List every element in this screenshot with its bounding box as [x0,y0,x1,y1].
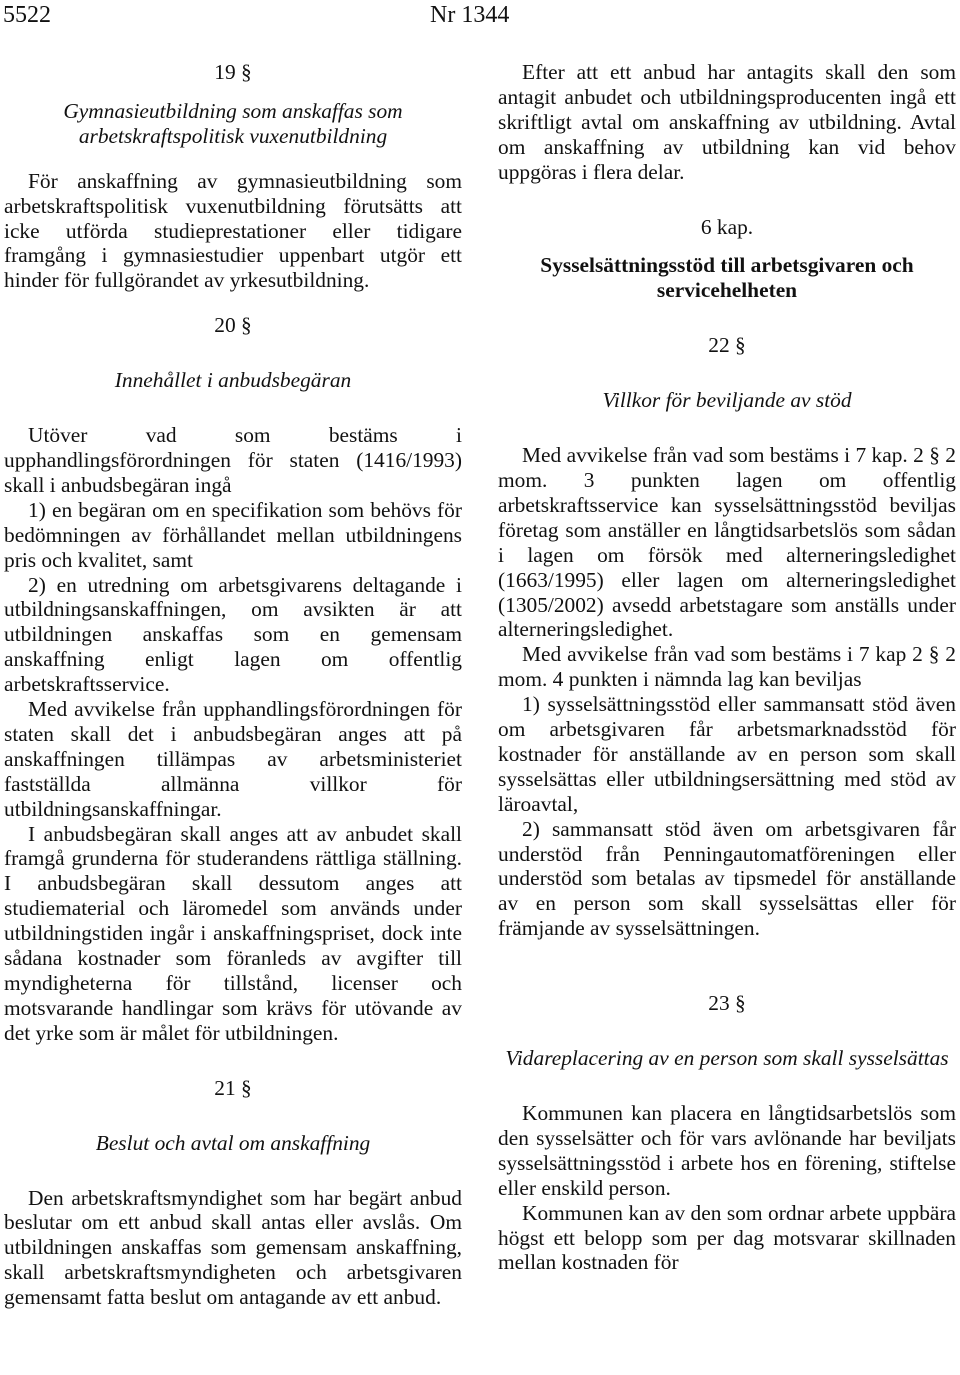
section-21-paragraph-1: Den arbetskraftsmyndighet som har begärt anbud beslutar om ett anbud skall antas eller avslås. Om utbildningen anskaffas som gemensam anskaffning, skall arbetskraftsmyndigheten och arbetsgivaren gemensamt fatta beslut om antagande av ett anbud. [4,1185,462,1310]
section-20-paragraph-1: Utöver vad som bestäms i upphandlingsförordningen för staten (1416/1993) skall i anbudsbegäran ingå [4,423,462,497]
issue-number: Nr 1344 [430,2,510,28]
section-21-paragraph-2: Efter att ett anbud har antagits skall den som antagit anbudet och utbildningsproducenten ingå ett skriftligt avtal om anskaffning av utbildning. Avtal om anskaffning av utbildning kan vid behov uppgöras i flera delar. [498,60,956,184]
section-23-title: Vidareplacering av en person som skall sysselsättas [505,1046,949,1071]
section-22-paragraph-3: 1) sysselsättningsstöd eller sammansatt stöd även om arbetsgivaren får arbetsmarknadsstöd för kostnader för anställande av en person som skall sysselsättas eller utbildningsersättning med stöd av läroavtal, [498,692,956,816]
section-21-number: 21 § [214,1075,252,1100]
chapter-6-title: Sysselsättningsstöd till arbetsgivaren och servicehelheten [540,253,914,303]
section-20-paragraph-5: I anbudsbegäran skall anges att av anbudet skall framgå grunderna för studerandens rättliga ställning. I anbudsbegäran skall dessutom anges att studiematerial och läromedel som används under utbildningstiden ingår i anskaffningspriset, dock inte sådana kostnader som föranleds av avgifter till myndigheterna för tillstånd, licenser och motsvarande handlingar som krävs för utövande av det yrke som är målet för utbildningen. [4,821,462,1045]
section-21-title: Beslut och avtal om anskaffning [95,1130,371,1155]
section-20-title: Innehållet i anbudsbegäran [114,368,352,393]
section-23-number: 23 § [708,991,746,1016]
section-20-paragraph-3: 2) en utredning om arbetsgivarens deltagande i utbildningsanskaffningen, om avsikten är att utbildningen anskaffas som en gemensam anskaffning enligt lagen om offentlig arbetskraftsservice. [4,572,462,697]
section-22-number: 22 § [708,333,746,358]
section-19-title: Gymnasieutbildning som anskaffas som arbetskraftspolitisk vuxenutbildning [63,98,403,148]
left-column [4,60,462,1310]
page-number: 5522 [3,2,51,28]
section-20-number: 20 § [214,313,252,338]
section-19-paragraph: För anskaffning av gymnasieutbildning som arbetskraftspolitisk vuxenutbildning förutsätts att icke utförda studieprestationer eller tidigare framgång i gymnasiestudier uppenbart utgör ett hinder för fullgörandet av yrkesutbildning. [4,168,462,293]
section-22-paragraph-2: Med avvikelse från vad som bestäms i 7 kap 2 § 2 mom. 4 punkten i nämnda lag kan beviljas [498,642,956,692]
section-20-paragraph-2: 1) en begäran om en specifikation som behövs för bedömningen av förhållandet mellan utbildningens pris och kvalitet, samt [4,497,462,572]
section-19-number: 19 § [214,60,252,84]
section-22-paragraph-4: 2) sammansatt stöd även om arbetsgivaren får understöd från Penningautomatföreningen eller understöd som betalas av tipsmedel för anställande av en person som skall sysselsättas eller för främjande av sysselsättningen. [498,816,956,941]
section-22-title: Villkor för beviljande av stöd [602,388,852,413]
section-23-paragraph-1: Kommunen kan placera en långtidsarbetslös som den sysselsätter och för vars avlönande har beviljats sysselsättningsstöd i arbete hos en förening, stiftelse eller enskild person. [498,1101,956,1200]
right-column [498,60,956,1275]
chapter-6-number: 6 kap. [700,214,754,239]
section-20-paragraph-4: Med avvikelse från upphandlingsförordningen för staten skall det i anbudsbegäran anges att på anskaffningen tillämpas av arbetsministeriet fastställda allmänna villkor för utbildningsanskaffningar. [4,697,462,821]
page-header [0,0,960,30]
section-23-paragraph-2: Kommunen kan av den som ordnar arbete uppbära högst ett belopp som per dag motsvarar skillnaden mellan kostnaden för [498,1200,956,1275]
section-22-paragraph-1: Med avvikelse från vad som bestäms i 7 kap. 2 § 2 mom. 3 punkten lagen om offentlig arbetskraftsservice kan sysselsättningsstöd beviljas företag som anställer en långtidsarbetslös som sådan i lagen om försök med alterneringsledighet (1663/1995) eller lagen om alterneringsledighet (1305/2002) avsedd arbetstagare som anställs under alterneringsledighet. [498,443,956,642]
